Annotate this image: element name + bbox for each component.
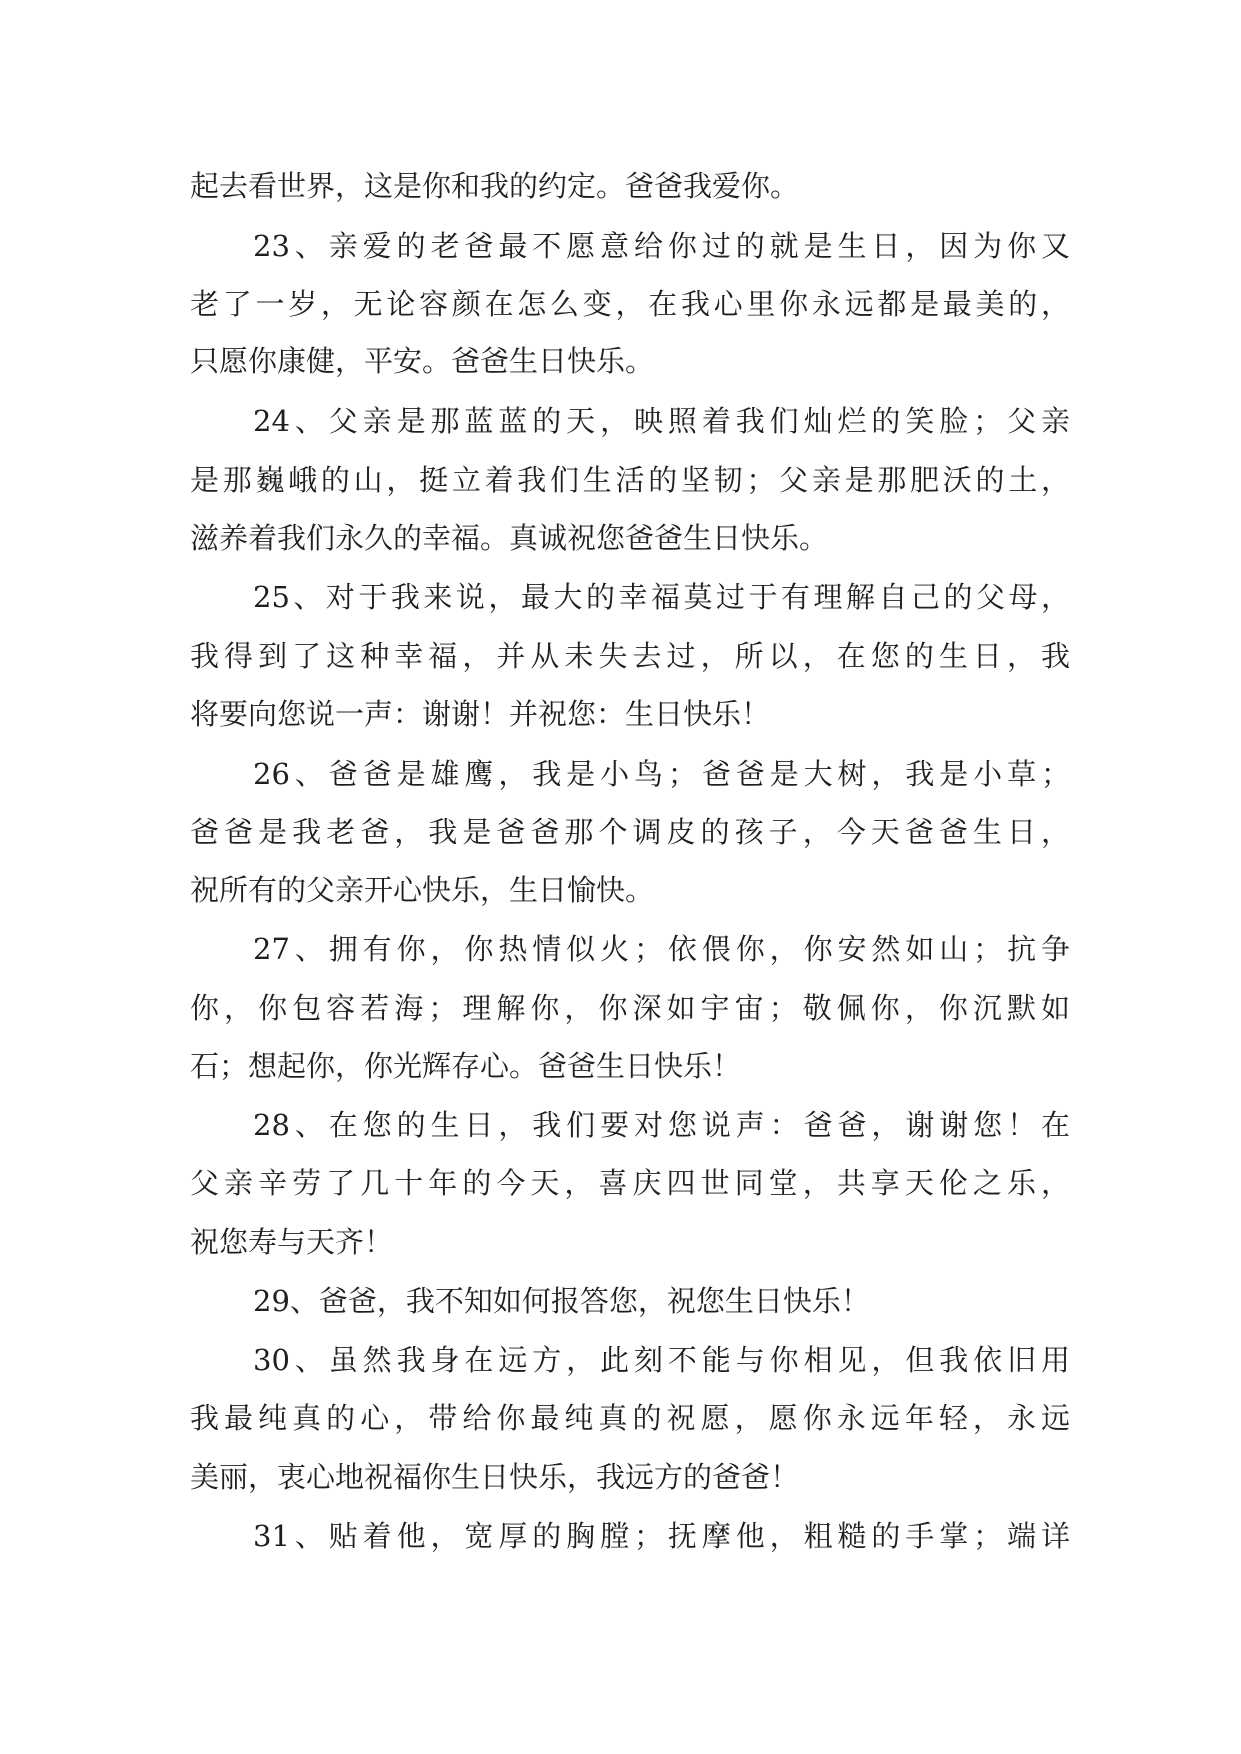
text-line: 将要向您说一声：谢谢！并祝您：生日快乐！ bbox=[190, 697, 771, 731]
text-line: 31、贴着他，宽厚的胸膛；抚摩他，粗糙的手掌；端详 bbox=[253, 1519, 1070, 1553]
text-line: 你，你包容若海；理解你，你深如宇宙；敬佩你，你沉默如 bbox=[190, 991, 1070, 1025]
text-line: 23、亲爱的老爸最不愿意给你过的就是生日，因为你又 bbox=[253, 229, 1070, 263]
text-line: 滋养着我们永久的幸福。真诚祝您爸爸生日快乐。 bbox=[190, 521, 829, 555]
text-line: 30、虽然我身在远方，此刻不能与你相见，但我依旧用 bbox=[253, 1343, 1070, 1377]
text-line: 26、爸爸是雄鹰，我是小鸟；爸爸是大树，我是小草； bbox=[253, 757, 1070, 791]
text-line: 父亲辛劳了几十年的今天，喜庆四世同堂，共享天伦之乐， bbox=[190, 1166, 1070, 1200]
text-line: 只愿你康健，平安。爸爸生日快乐。 bbox=[190, 344, 655, 378]
text-line: 24、父亲是那蓝蓝的天，映照着我们灿烂的笑脸；父亲 bbox=[253, 404, 1070, 438]
text-line: 28、在您的生日，我们要对您说声：爸爸，谢谢您！在 bbox=[253, 1108, 1070, 1142]
text-line: 老了一岁，无论容颜在怎么变，在我心里你永远都是最美的， bbox=[190, 287, 1070, 321]
text-line: 美丽，衷心地祝福你生日快乐，我远方的爸爸！ bbox=[190, 1460, 800, 1494]
text-line: 29、爸爸，我不知如何报答您，祝您生日快乐！ bbox=[253, 1284, 870, 1318]
text-line: 爸爸是我老爸，我是爸爸那个调皮的孩子，今天爸爸生日， bbox=[190, 815, 1070, 849]
text-line: 是那巍峨的山，挺立着我们生活的坚韧；父亲是那肥沃的土， bbox=[190, 463, 1070, 497]
text-line: 我最纯真的心，带给你最纯真的祝愿，愿你永远年轻，永远 bbox=[190, 1401, 1070, 1435]
text-line: 25、对于我来说，最大的幸福莫过于有理解自己的父母， bbox=[253, 580, 1070, 614]
text-line: 祝您寿与天齐！ bbox=[190, 1225, 394, 1259]
text-line: 起去看世界，这是你和我的约定。爸爸我爱你。 bbox=[190, 169, 800, 203]
text-line: 我得到了这种幸福，并从未失去过，所以，在您的生日，我 bbox=[190, 639, 1070, 673]
text-line: 祝所有的父亲开心快乐，生日愉快。 bbox=[190, 873, 655, 907]
text-line: 27、拥有你，你热情似火；依偎你，你安然如山；抗争 bbox=[253, 932, 1070, 966]
text-line: 石；想起你，你光辉存心。爸爸生日快乐！ bbox=[190, 1049, 742, 1083]
